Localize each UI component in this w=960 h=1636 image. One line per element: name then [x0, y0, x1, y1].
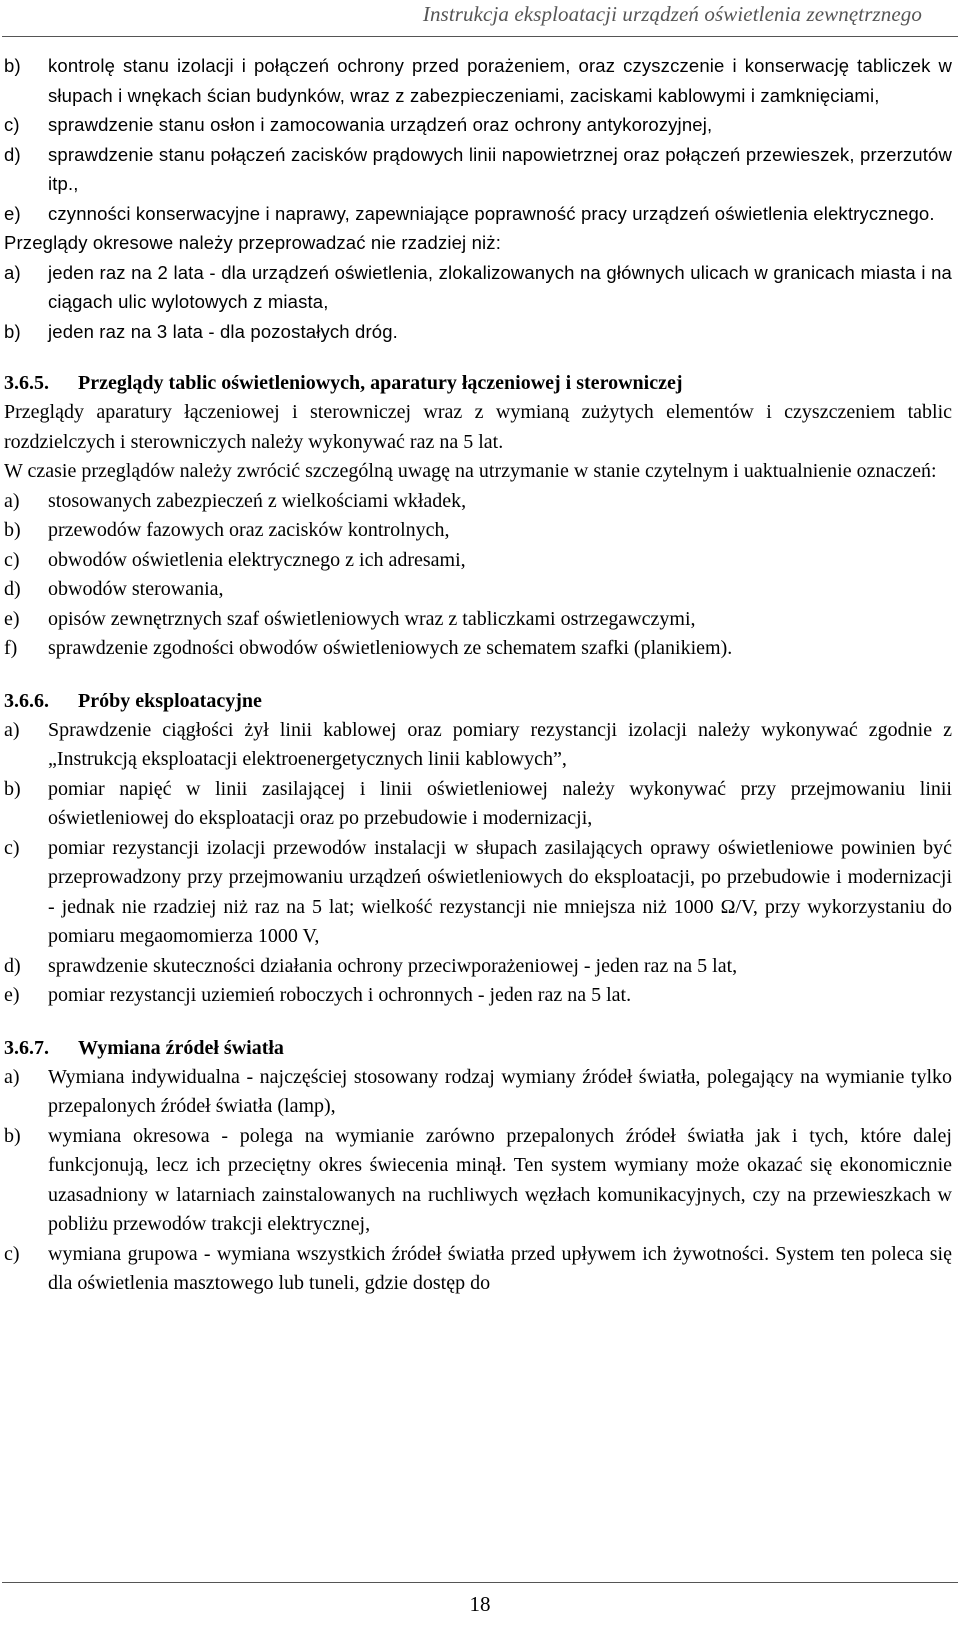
list-item: b) kontrolę stanu izolacji i połączeń ochrony przed porażeniem, oraz czyszczenie i konserwację tabliczek w słupach i wnękach ścian budynków, wraz z zabezpieczeniami, zaciskami kablowymi i zamknięciami, [4, 55, 952, 106]
list-item: c) obwodów oświetlenia elektrycznego z ich adresami, [4, 548, 466, 571]
header-title: Instrukcja eksploatacji urządzeń oświetlenia zewnętrznego [422, 2, 922, 26]
section-3-6-7 [4, 1033, 952, 1299]
list-item: d) sprawdzenie stanu połączeń zacisków prądowych linii napowietrznej oraz połączeń przewieszek, przerzutów itp., [4, 143, 952, 194]
list-item: a) jeden raz na 2 lata - dla urządzeń oświetlenia, zlokalizowanych na głównych ulicach w granicach miasta i na ciągach ulic wylotowych z miasta, [4, 261, 952, 312]
list-item: a) Sprawdzenie ciągłości żył linii kablowej oraz pomiary rezystancji izolacji należy wykonywać zgodnie z „Instrukcją eksploatacji elektroenergetycznych linii kablowych”, [4, 718, 952, 770]
section-heading: 3.6.7. Wymiana źródeł światła [4, 1036, 284, 1059]
section-heading: 3.6.5. Przeglądy tablic oświetleniowych, aparatury łączeniowej i sterowniczej [4, 372, 683, 394]
section-3-6-5 [4, 368, 952, 664]
list-item: e) czynności konserwacyjne i naprawy, zapewniające poprawność pracy urządzeń oświetlenia elektrycznego. [4, 202, 935, 224]
list-item: b) przewodów fazowych oraz zacisków kontrolnych, [4, 519, 450, 541]
paragraph: Przeglądy aparatury łączeniowej i sterowniczej wraz z wymianą zużytych elementów i czyszczeniem tablic rozdzielczych i sterowniczych należy wykonywać raz na 5 lat. [4, 401, 952, 453]
list-item: b) jeden raz na 3 lata - dla pozostałych dróg. [4, 320, 398, 342]
list-item: e) opisów zewnętrznych szaf oświetleniowych wraz z tabliczkami ostrzegawczymi, [4, 607, 696, 630]
paragraph: W czasie przeglądów należy zwrócić szczególną uwagę na utrzymanie w stanie czytelnym i uaktualnienie oznaczeń: [4, 460, 937, 482]
inspection-schedule [4, 228, 952, 346]
list-item: b) pomiar napięć w linii zasilającej i linii oświetleniowej należy wykonywać przy przejmowaniu linii oświetleniowej do eksploatacji oraz po przebudowie i modernizacji, [4, 777, 952, 829]
paragraph: Przeglądy okresowe należy przeprowadzać nie rzadziej niż: [4, 232, 501, 253]
list-item: d) obwodów sterowania, [4, 578, 224, 600]
list-item: b) wymiana okresowa - polega na wymianie zarówno przepalonych źródeł światła jak i tych, które dalej funkcjonują, lecz ich przeciętny okres świecenia minął. Ten system wymiany może okazać się ekonomicznie uzasadniony w latarniach zainstalowanych na ruchliwych węzłach komunikacyjnych, czy na przewieszkach w pobliżu przewodów trakcji elektrycznej, [4, 1124, 952, 1235]
list-item: d) sprawdzenie skuteczności działania ochrony przeciwporażeniowej - jeden raz na 5 lat, [4, 954, 738, 977]
list-item: a) stosowanych zabezpieczeń z wielkościami wkładek, [4, 489, 467, 512]
list-item: c) wymiana grupowa - wymiana wszystkich źródeł światła przed upływem ich żywotności. System ten poleca się dla oświetlenia masztowego lub tuneli, gdzie dostęp do [4, 1242, 952, 1294]
page-header [0, 2, 960, 36]
list-item: e) pomiar rezystancji uziemień roboczych i ochronnych - jeden raz na 5 lat. [4, 984, 632, 1006]
section-heading: 3.6.6. Próby eksploatacyjne [4, 689, 262, 712]
list-item: c) pomiar rezystancji izolacji przewodów instalacji w słupach zasilających oprawy oświetleniowe powinien być przeprowadzony przy przejmowaniu urządzeń oświetleniowych do eksploatacji, po przebudowie i modernizacji - jednak nie rzadziej niż raz na 5 lat; wielkość rezystancji nie mniejsza niż 1000 Ω/V, przy wykorzystaniu do pomiaru megaomomierza 1000 V, [4, 836, 952, 947]
footer-divider [2, 1582, 958, 1583]
list-item: a) Wymiana indywidualna - najczęściej stosowany rodzaj wymiany źródeł światła, polegający na wymianie tylko przepalonych źródeł światła (lamp), [4, 1065, 952, 1117]
page-content [4, 51, 952, 1299]
section-3-6-6 [4, 686, 952, 1011]
maintenance-list [4, 51, 952, 228]
list-item: c) sprawdzenie stanu osłon i zamocowania urządzeń oraz ochrony antykorozyjnej, [4, 114, 713, 135]
list-item: f) sprawdzenie zgodności obwodów oświetleniowych ze schematem szafki (planikiem). [4, 637, 733, 659]
header-divider [2, 36, 958, 37]
page-number: 18 [469, 1592, 491, 1616]
